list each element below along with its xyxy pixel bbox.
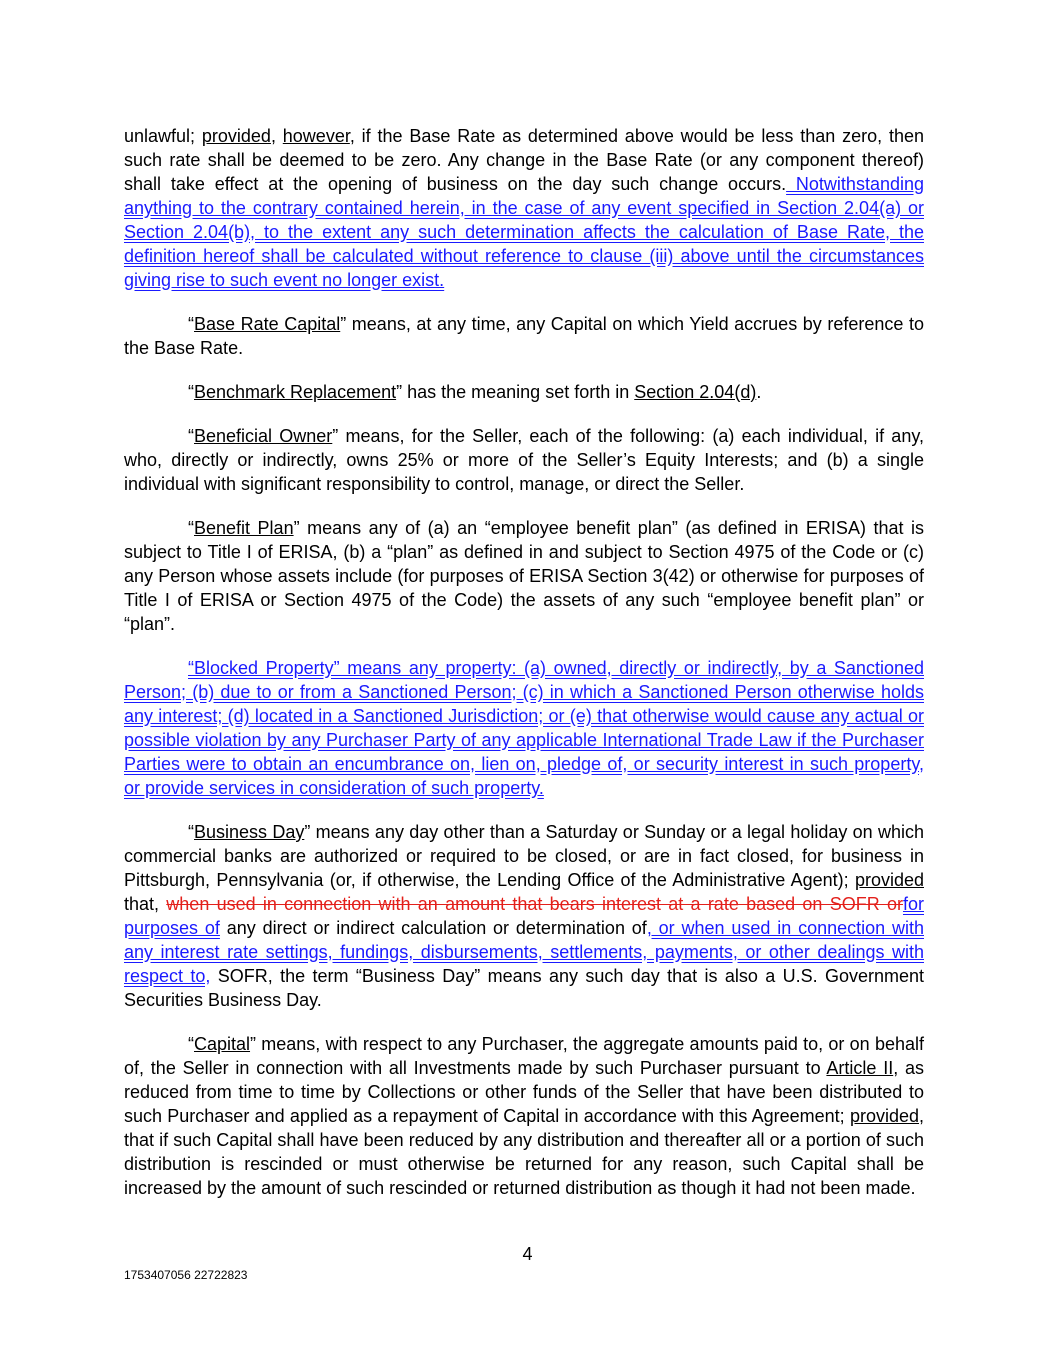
text-run: “ [188,1034,194,1054]
defined-term: Base Rate Capital [194,314,341,334]
text-run: , that if such Capital shall have been reduced by any distribution and thereafter all or a portion of such distribution is rescinded or must otherwise be returned for any reason, such Capital shall be increased by the amount of such rescinded or returned distribution as though it had not been made. [124,1106,924,1198]
section-reference: Section 2.04(d) [634,382,757,402]
inserted-text: for purposes of [124,894,924,938]
definition-beneficial-owner [124,424,924,496]
defined-term: Beneficial Owner [194,426,333,446]
provided-term: provided [854,870,924,890]
deleted-text: when used in connection with an amount that bears interest at a rate based on SOFR or [166,894,903,914]
text-run: “ [188,426,194,446]
text-run: , if the Base Rate as determined above would be less than zero, then such rate shall be deemed to be zero. Any change in the Base Rate (or any component thereof) shall take effect at the opening of business on the day such change occurs. [124,126,924,194]
inserted-text: “Blocked Property” means any property: (a) owned, directly or indirectly, by a Sanctioned Person; (b) due to or from a Sanctioned Person; (c) in which a Sanctioned Person otherwise holds any interest; (d) located in a Sanctioned Jurisdiction; or (e) that otherwise would cause any actual or possible violation by any Purchaser Party of any applicable International Trade Law if the Purchaser Parties were to obtain an encumbrance on, lien on, pledge of, or security interest in such property, or provide services in consideration of such property. [124,658,924,798]
definition-text: ” means any of (a) an “employee benefit plan” (as defined in ERISA) that is subject to Title I of ERISA, (b) a “plan” as defined in and subject to Section 4975 of the Code or (c) any Person whose assets include (for purposes of ERISA Section 3(42) or otherwise for purposes of Title I of ERISA or Section 4975 of the Code) the assets of any such “employee benefit plan” or “plan”. [124,518,924,634]
text-run: , as reduced from time to time by Collections or other funds of the Seller that have been distributed to such Purchaser and applied as a repayment of Capital in accordance with this Agreement; [124,1058,925,1126]
definition-business-day [124,820,924,1012]
definition-base-rate-capital [124,312,924,360]
text-run: any direct or indirect calculation or determination of [219,918,647,938]
defined-term: Benchmark Replacement [194,382,397,402]
definition-benchmark-replacement [124,380,924,404]
text-run: . [756,382,762,402]
defined-term: Business Day [194,822,305,842]
provided-term: provided [201,126,271,146]
definition-text: ” means, with respect to any Purchaser, the aggregate amounts paid to, or on behalf of, the Seller in connection with all Investments made by such Purchaser pursuant to [124,1034,924,1078]
definition-blocked-property [124,656,924,800]
however-term: however [282,126,350,146]
text-run: that, [124,894,167,914]
page-number: 4 [522,1244,533,1264]
text-run: “ [188,518,194,538]
provided-term: provided [849,1106,919,1126]
inserted-text: , or when used in connection with any interest rate settings, fundings, disbursements, settlements, payments, or other dealings with respect to, [124,918,924,986]
text-run: “ [188,822,194,842]
text-run: SOFR, the term “Business Day” means any such day that is also a U.S. Government Securities Business Day. [124,966,924,1010]
document-body [124,124,924,1220]
text-run: “ [188,382,194,402]
definition-text: ” means any day other than a Saturday or Sunday or a legal holiday on which commercial banks are authorized or required to be closed, or are in fact closed, for business in Pittsburgh, Pennsylvania (or, if otherwise, the Lending Office of the Administrative Agent); [124,822,924,890]
definition-benefit-plan [124,516,924,636]
paragraph-base-rate-continuation [124,124,924,292]
article-reference: Article II [826,1058,894,1078]
definition-text: ” means, at any time, any Capital on which Yield accrues by reference to the Base Rate. [124,314,924,358]
defined-term: Benefit Plan [194,518,294,538]
definition-capital [124,1032,924,1200]
text-run: unlawful; [124,126,202,146]
definition-text: ” has the meaning set forth in [396,382,635,402]
text-run: , [270,126,283,146]
document-id: 1753407056 22722823 [124,1268,248,1282]
text-run: “ [188,314,194,334]
definition-text: ” means, for the Seller, each of the following: (a) each individual, if any, who, directly or indirectly, owns 25% or more of the Seller’s Equity Interests; and (b) a single individual with significant responsibility to control, manage, or direct the Seller. [124,426,924,494]
defined-term: Capital [194,1034,251,1054]
inserted-text: Notwithstanding anything to the contrary contained herein, in the case of any event specified in Section 2.04(a) or Section 2.04(b), to the extent any such determination affects the calculation of Base Rate, the definition hereof shall be calculated without reference to clause (iii) above until the circumstances giving rise to such event no longer exist. [124,174,925,290]
